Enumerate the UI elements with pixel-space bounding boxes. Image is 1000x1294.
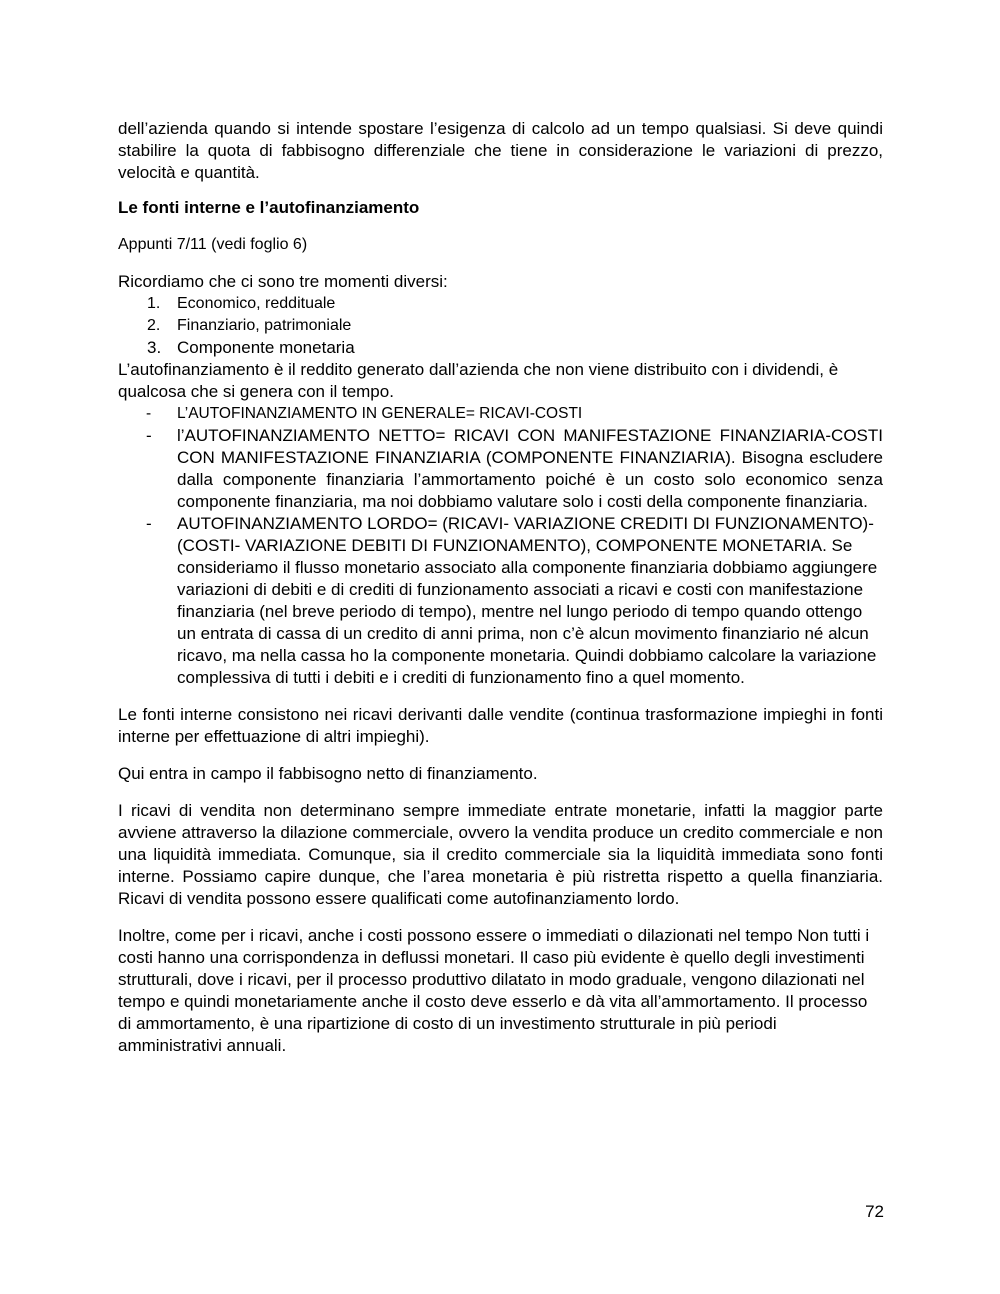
moments-list [118,293,883,359]
list-item [118,403,883,425]
moments-intro: Ricordiamo che ci sono tre momenti diversi: [118,272,448,291]
definitions-list [118,403,883,689]
list-item [118,513,883,689]
list-item-number: 1. [147,295,161,312]
body-paragraph: Le fonti interne consistono nei ricavi derivanti dalle vendite (continua trasformazione impieghi in fonti interne per effettuazione di altri impieghi). [118,705,883,746]
intro-paragraph: dell’azienda quando si intende spostare l’esigenza di calcolo ad un tempo qualsiasi. Si deve quindi stabilire la quota di fabbisogno differenziale che tiene in considerazione le variazioni di prezzo, velocità e quantità. [118,119,883,182]
list-item-text: AUTOFINANZIAMENTO LORDO= (RICAVI- VARIAZIONE CREDITI DI FUNZIONAMENTO)- (COSTI- VARIAZIONE DEBITI DI FUNZIONAMENTO), COMPONENTE MONETARIA. Se consideriamo il flusso monetario associato alla componente finanziaria dobbiamo aggiungere variazioni di debiti e di crediti di funzionamento associati a ricavi e costi con manifestazione finanziaria (nel breve periodo di tempo), mentre nel lungo periodo di tempo quando ottengo un entrata di cassa di un credito di anni prima, non c’è alcun movimento finanziario né alcun ricavo, ma nella cassa ho la componente monetaria. Quindi dobbiamo calcolare la variazione complessiva di tutti i debiti e i crediti di funzionamento fino a quel momento. [177,514,878,687]
body-paragraph: Qui entra in campo il fabbisogno netto di finanziamento. [118,764,538,783]
list-item-text: L’AUTOFINANZIAMENTO IN GENERALE= RICAVI-COSTI [177,405,583,422]
document-page [118,118,883,1057]
list-item [118,293,883,315]
section-heading: Le fonti interne e l’autofinanziamento [118,198,420,217]
body-paragraph: Inoltre, come per i ricavi, anche i costi possono essere o immediati o dilazionati nel tempo Non tutti i costi hanno una corrispondenza in deflussi monetari. Il caso più evidente è quello degli investimenti strutturali, dove i ricavi, per il processo produttivo dilatato in modo graduale, vengono dilazionati nel tempo e quindi monetariamente anche il costo deve esserlo e dà vita all’ammortamento. Il processo di ammortamento, è una ripartizione di costo di un investimento strutturale in più periodi amministrativi annuali. [118,926,870,1055]
list-item-number: 3. [147,338,162,357]
dash-bullet: - [146,426,152,445]
list-item-text: l’AUTOFINANZIAMENTO NETTO= RICAVI CON MANIFESTAZIONE FINANZIARIA-COSTI CON MANIFESTAZIONE FINANZIARIA (COMPONENTE FINANZIARIA). Bisogna escludere dalla componente finanziaria l’ammortamento poiché è un costo solo economico senza componente finanziaria, ma noi dobbiamo valutare solo i costi della componente finanziaria. [177,426,883,511]
dash-bullet: - [146,405,152,422]
list-item [118,425,883,513]
list-item [118,315,883,337]
page-number: 72 [865,1202,884,1221]
list-item-number: 2. [147,317,161,334]
body-paragraph: I ricavi di vendita non determinano sempre immediate entrate monetarie, infatti la maggior parte avviene attraverso la dilazione commerciale, ovvero la vendita produce un credito commerciale e non una liquidità immediata. Comunque, sia il credito commerciale sia la liquidità immediata sono fonti interne. Possiamo capire dunque, che l’area monetaria è più ristretta rispetto a quella finanziaria. Ricavi di vendita possono essere qualificati come autofinanziamento lordo. [118,801,883,908]
list-item-text: Componente monetaria [177,338,355,357]
list-item [118,337,883,359]
dash-bullet: - [146,514,152,533]
list-item-text: Finanziario, patrimoniale [177,317,352,334]
list-item-text: Economico, reddituale [177,295,336,312]
definition-paragraph: L’autofinanziamento è il reddito generato dall’azienda che non viene distribuito con i dividendi, è qualcosa che si genera con il tempo. [118,360,839,401]
notes-reference: Appunti 7/11 (vedi foglio 6) [118,236,308,253]
